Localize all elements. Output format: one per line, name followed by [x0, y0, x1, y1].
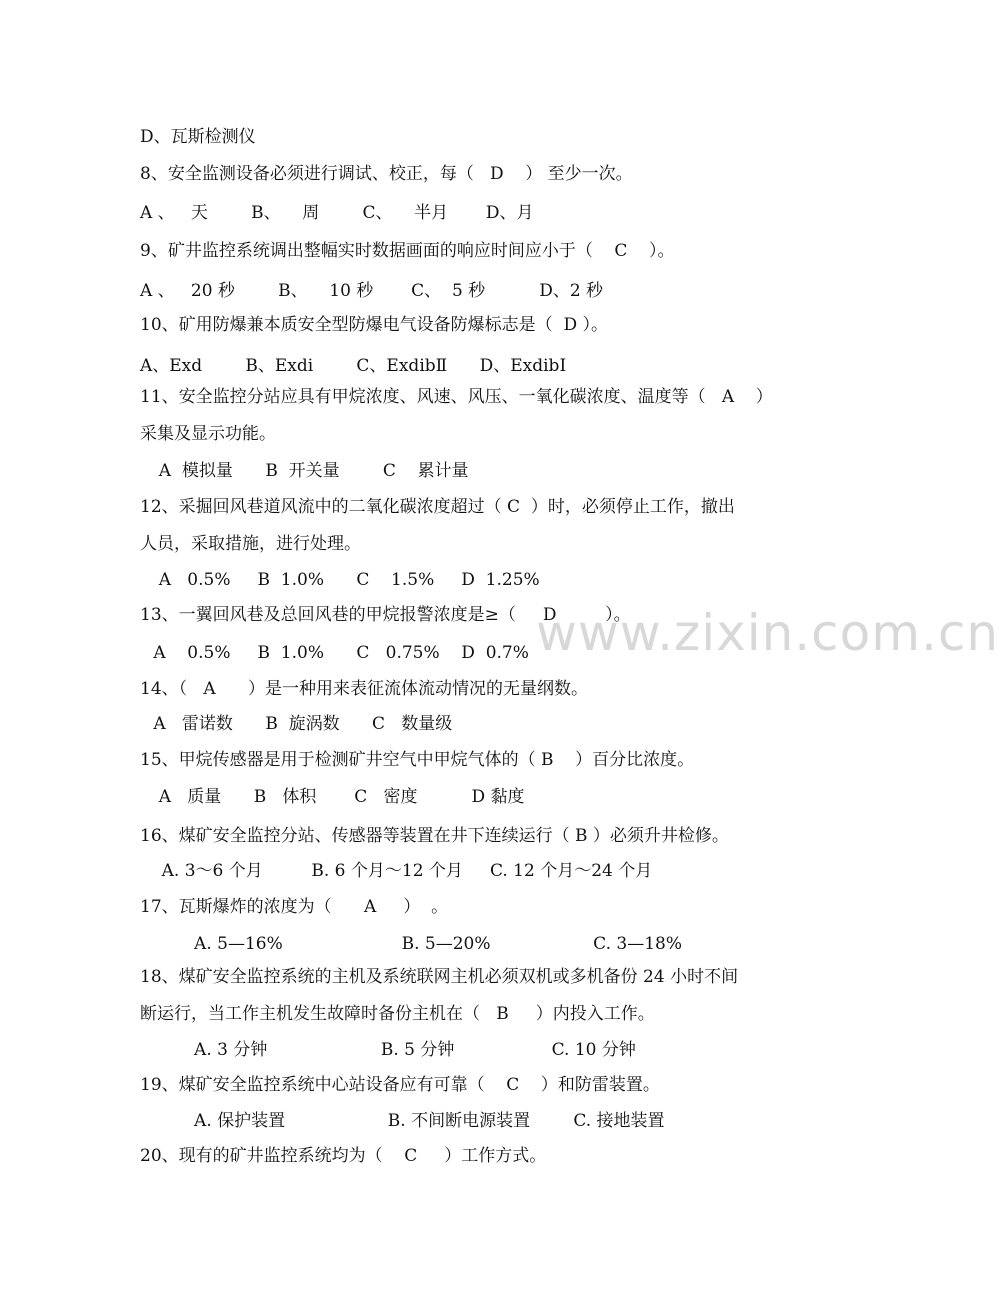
question-line-continued: 人员，采取措施，进行处理。: [140, 534, 361, 554]
question-line: 19、煤矿安全监控系统中心站设备应有可靠（ C ）和防雷装置。: [140, 1075, 660, 1095]
options-line: A 模拟量 B 开关量 C 累计量: [148, 461, 469, 481]
question-line: 17、瓦斯爆炸的浓度为（ A ） 。: [140, 897, 449, 917]
options-line: A. 保护装置 B. 不间断电源装置 C. 接地装置: [140, 1111, 665, 1131]
options-line: A 0.5% B 1.0% C 1.5% D 1.25%: [148, 570, 540, 590]
options-line: A、Exd B、Exdi C、ExdibⅡ D、ExdibⅠ: [140, 356, 567, 376]
options-line: A. 5—16% B. 5—20% C. 3—18%: [140, 934, 682, 954]
question-line: 13、一翼回风巷及总回风巷的甲烷报警浓度是≥（ D ）。: [140, 605, 631, 625]
options-line: A 0.5% B 1.0% C 0.75% D 0.7%: [148, 643, 529, 663]
options-line: A. 3 分钟 B. 5 分钟 C. 10 分钟: [140, 1040, 636, 1060]
question-line: 11、安全监控分站应具有甲烷浓度、风速、风压、一氧化碳浓度、温度等（ A ）: [140, 387, 773, 407]
question-line: 14、（ A ）是一种用来表征流体流动情况的无量纲数。: [140, 679, 589, 699]
text-line: D、瓦斯检测仪: [140, 127, 256, 147]
question-line: 8、安全监测设备必须进行调试、校正，每（ D ） 至少一次。: [140, 164, 633, 184]
options-line: A 质量 B 体积 C 密度 D 黏度: [148, 787, 525, 807]
options-line: A. 3～6 个月 B. 6 个月～12 个月 C. 12 个月～24 个月: [140, 861, 653, 881]
question-line-continued: 采集及显示功能。: [140, 424, 276, 444]
question-line: 20、现有的矿井监控系统均为（ C ）工作方式。: [140, 1146, 547, 1166]
question-line: 15、甲烷传感器是用于检测矿井空气中甲烷气体的（ B ）百分比浓度。: [140, 750, 695, 770]
question-line: 18、煤矿安全监控系统的主机及系统联网主机必须双机或多机备份 24 小时不间: [140, 967, 739, 987]
question-line-continued: 断运行，当工作主机发生故障时备份主机在（ B ）内投入工作。: [140, 1004, 655, 1024]
question-line: 16、煤矿安全监控分站、传感器等装置在井下连续运行（ B ）必须升井检修。: [140, 826, 729, 846]
options-line: A 雷诺数 B 旋涡数 C 数量级: [148, 714, 453, 734]
question-line: 10、矿用防爆兼本质安全型防爆电气设备防爆标志是（ D ）。: [140, 315, 608, 335]
options-line: A 、 天 B、 周 C、 半月 D、月: [140, 203, 534, 223]
question-line: 12、采掘回风巷道风流中的二氧化碳浓度超过（ C ）时，必须停止工作，撤出: [140, 497, 735, 517]
watermark: www.zixin.com.cn: [536, 604, 999, 662]
question-line: 9、矿井监控系统调出整幅实时数据画面的响应时间应小于（ C ）。: [140, 241, 675, 261]
options-line: A 、 20 秒 B、 10 秒 C、 5 秒 D、2 秒: [140, 281, 604, 301]
